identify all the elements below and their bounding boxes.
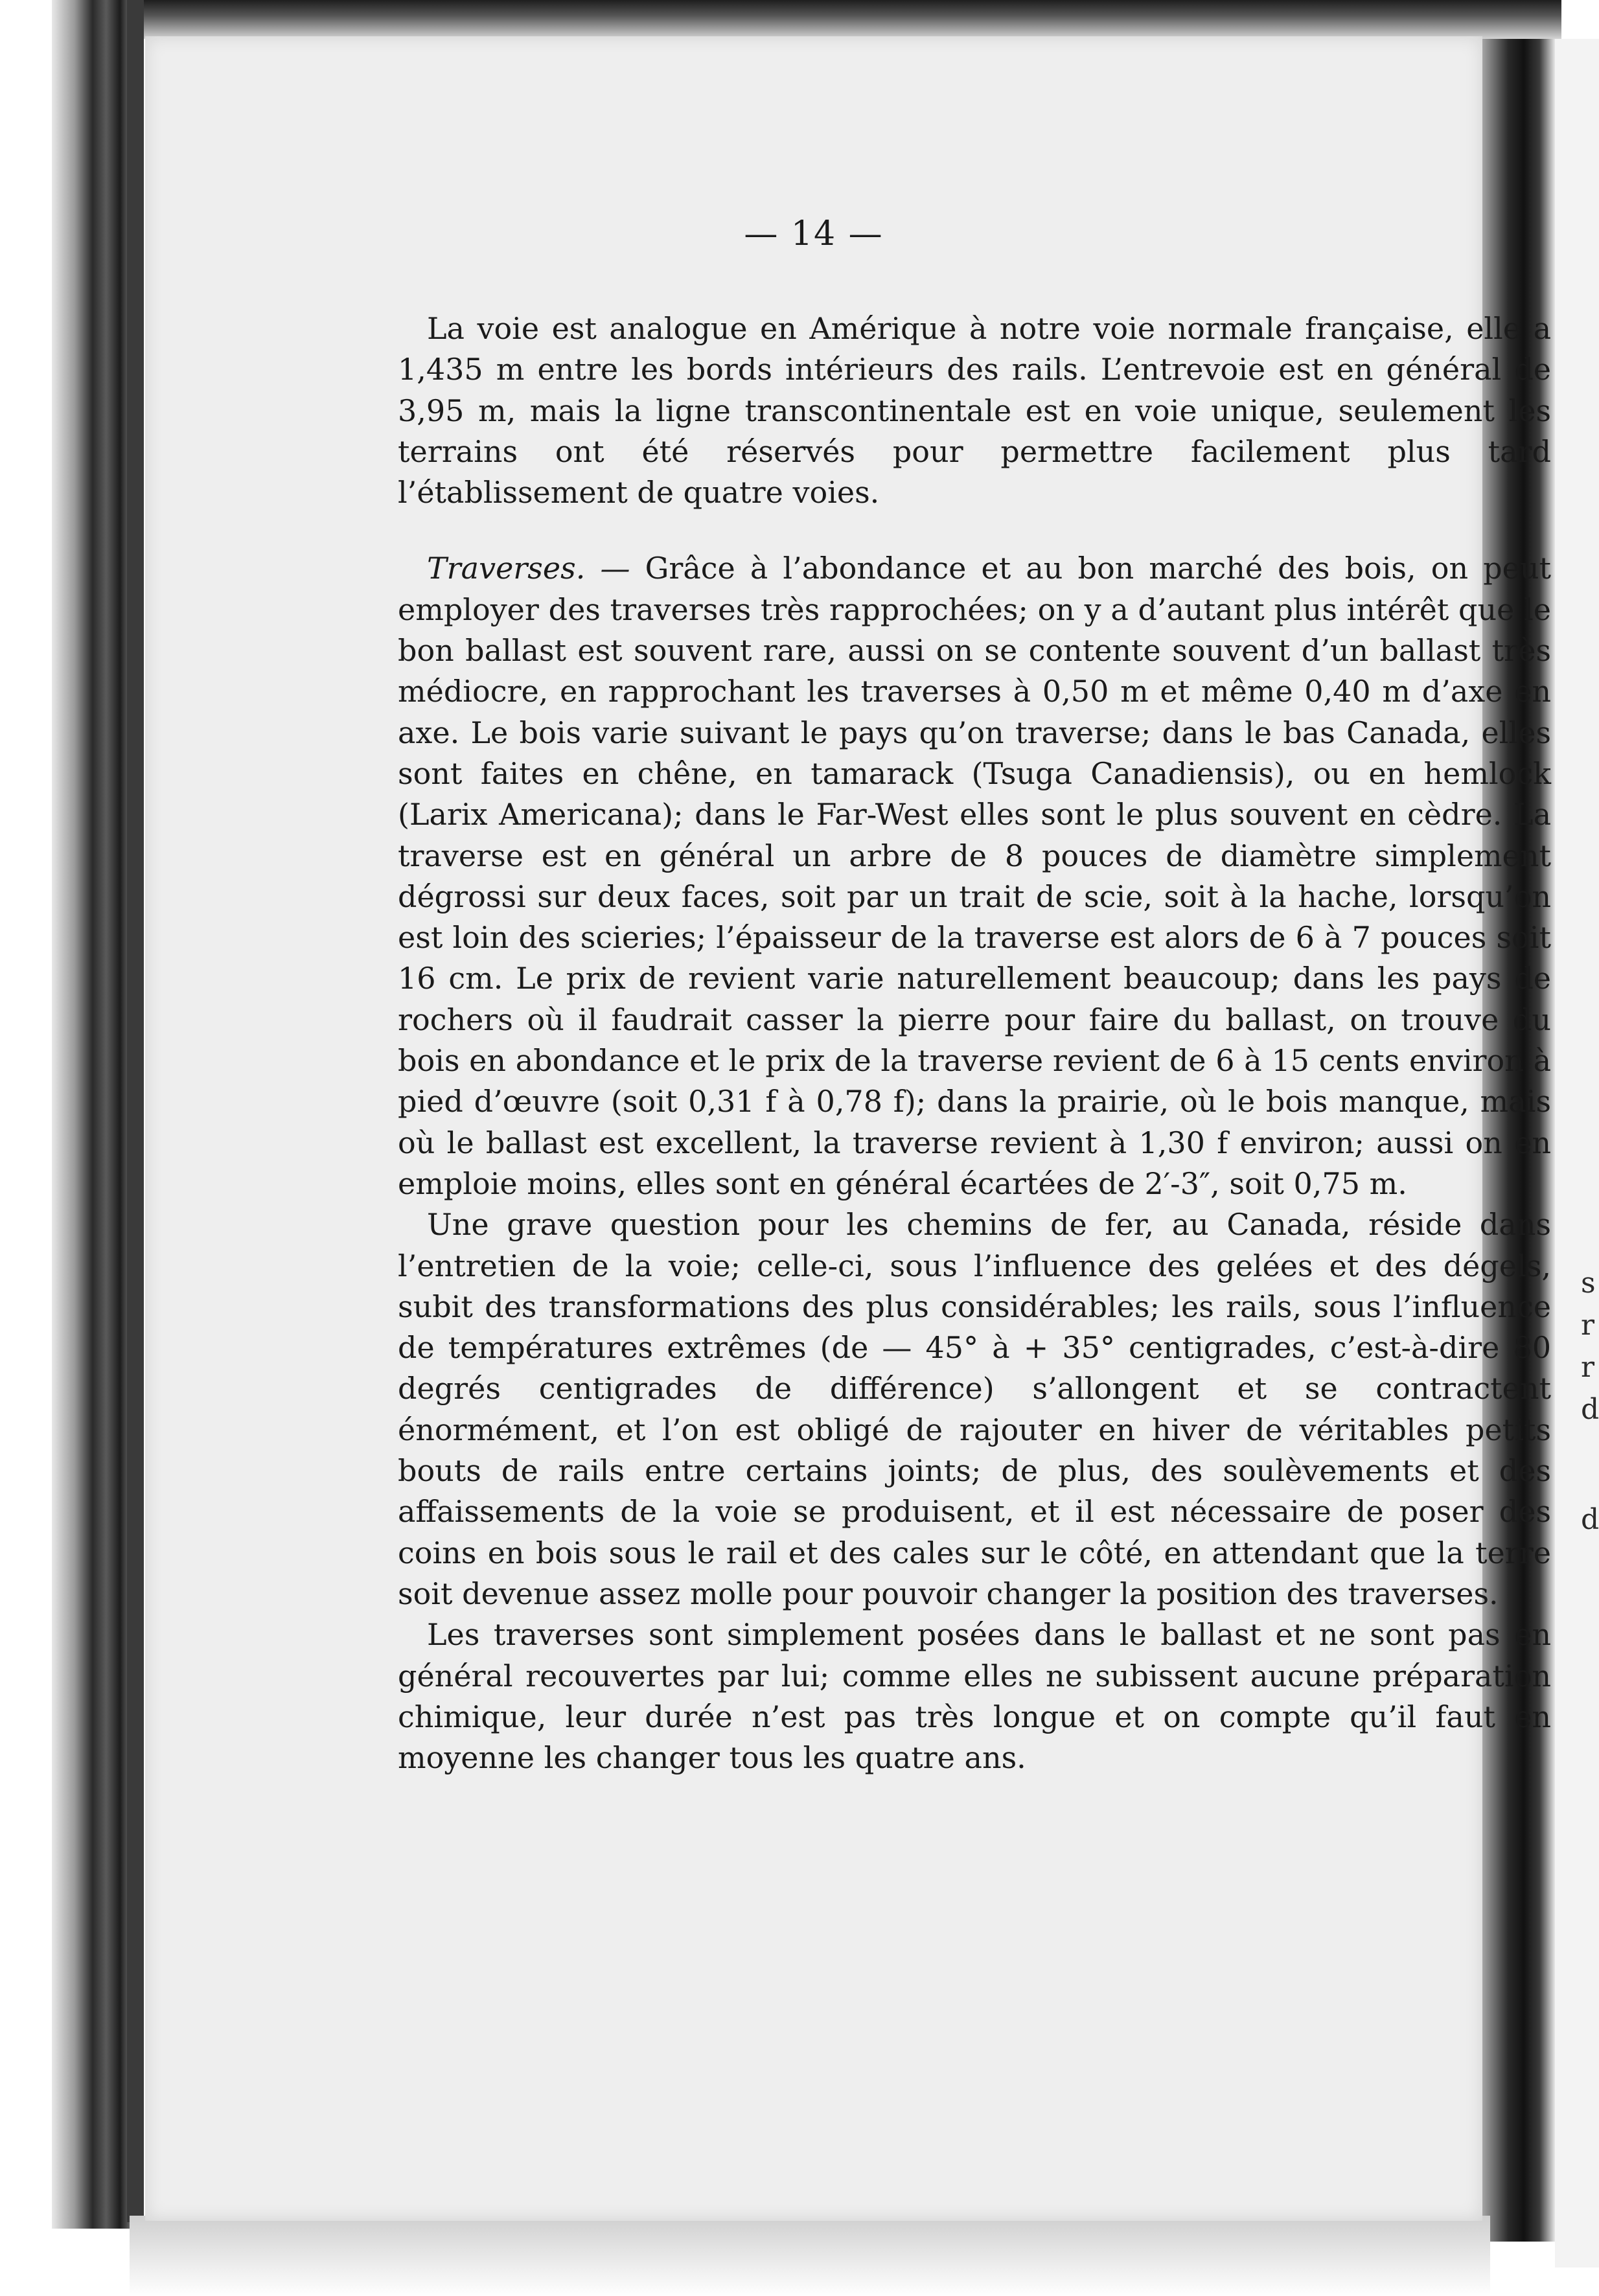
left-binding-edge bbox=[127, 0, 144, 2222]
next-page-letter: d bbox=[1581, 1393, 1599, 1426]
paragraph-text: Une grave question pour les chemins de fer, au Canada, réside dans l’entretien de la voie; celle-ci, sous l’influence des gelées et des dégels, subit des transformations des plus considérables; les rails, sous l’influence de températures extrêmes (de — 45° à + 35° centigrades, c’est-à-dire 80 degrés centigrades de différence) s’allongent et se contractent énormément, et l’on est obligé de rajouter en hiver de véritables petits bouts de rails entre certains joints; de plus, des soulèvements et des affaissements de la voie se produisent, et il est nécessaire de poser des coins en bois sous le rail et des cales sur le côté, en attendant que la terre soit devenue assez molle pour pouvoir changer la position des traverses. bbox=[398, 1207, 1551, 1611]
document-page bbox=[145, 36, 1551, 2221]
paragraph-voie bbox=[398, 308, 1551, 513]
paragraph-text: Grâce à l’abondance et au bon marché des bois, on peut employer des traverses très rapprochées; on y a d’autant plus intérêt que le bon ballast est souvent rare, aussi on se contente souvent d’un ballast très médiocre, en rapprochant les traverses à 0,50 m et même 0,40 m d’axe en axe. Le bois varie suivant le pays qu’on traverse; dans le bas Canada, elles sont faites en chêne, en tamarack (Tsuga Canadiensis), ou en hemlock (Larix Americana); dans le Far-West elles sont le plus souvent en cèdre. La traverse est en général un arbre de 8 pouces de diamètre simplement dégrossi sur deux faces, soit par un trait de scie, soit à la hache, lorsqu’on est loin des scieries; l’épaisseur de la traverse est alors de 6 à 7 pouces soit 16 cm. Le prix de revient varie naturellement beaucoup; dans les pays de rochers où il faudrait casser la pierre pour faire du ballast, on trouve du bois en abondance et le prix de la traverse revient de 6 à 15 cents environ à pied d’œuvre (soit 0,31 f à 0,78 f); dans la prairie, où le bois manque, mais où le ballast est excellent, la traverse revient à 1,30 f environ; aussi on en emploie moins, elles sont en général écartées de 2′-3″, soit 0,75 m. bbox=[398, 551, 1551, 1201]
paragraph-text: Les traverses sont simplement posées dans le ballast et ne sont pas en général recouvertes par lui; comme elles ne subissent aucune préparation chimique, leur durée n’est pas très longue et on compte qu’il faut en moyenne les changer tous les quatre ans. bbox=[398, 1617, 1551, 1776]
next-page-letter: r bbox=[1581, 1351, 1595, 1384]
paragraph-pose bbox=[398, 1614, 1551, 1778]
section-heading: Traverses. — bbox=[427, 551, 645, 586]
page-number: — 14 — bbox=[744, 214, 884, 253]
next-page-letter: r bbox=[1581, 1309, 1595, 1342]
page-body bbox=[398, 308, 1551, 1778]
next-page-fragment bbox=[1555, 39, 1599, 2267]
paragraph-entretien bbox=[398, 1204, 1551, 1614]
bottom-page-edge bbox=[130, 2216, 1490, 2296]
paragraph-traverses bbox=[398, 548, 1551, 1204]
top-page-edge bbox=[130, 0, 1561, 39]
next-page-letter: d bbox=[1581, 1503, 1599, 1536]
paragraph-text: La voie est analogue en Amérique à notre voie normale française, elle a 1,435 m entre les bords intérieurs des rails. L’entrevoie est en général de 3,95 m, mais la ligne transcontinentale est en voie unique, seulement les terrains ont été réservés pour permettre facilement plus tard l’établissement de quatre voies. bbox=[398, 311, 1551, 511]
next-page-letter: s bbox=[1581, 1267, 1596, 1300]
